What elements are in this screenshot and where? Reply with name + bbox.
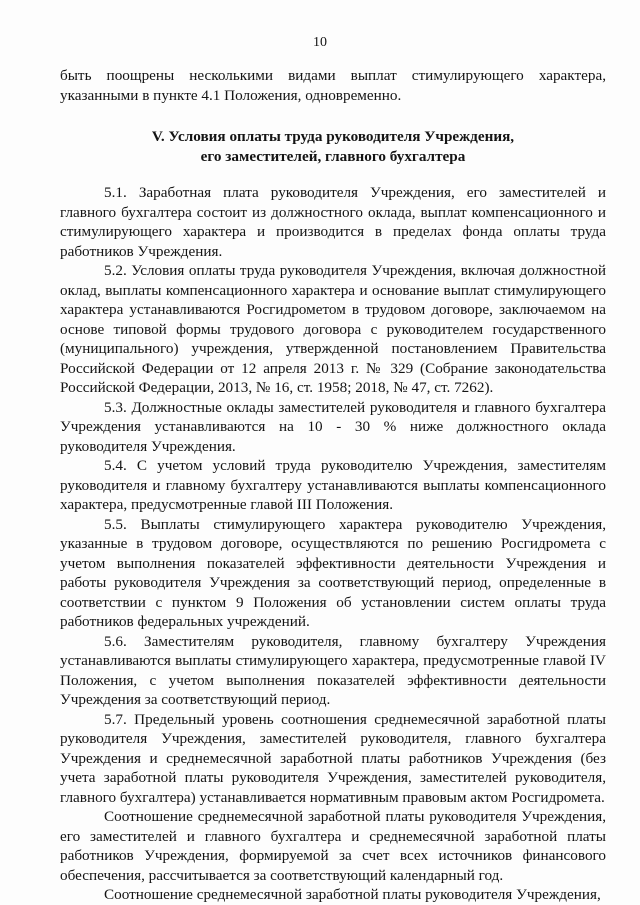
page-number: 10 xyxy=(313,35,327,50)
paragraph-5-1: 5.1. Заработная плата руководителя Учреждения, его заместителей и главного бухгалтера состоит из должностного оклада, выплат компенсационного и стимулирующего характера и производится в пределах фонда оплаты труда работников Учреждения. xyxy=(60,184,606,260)
paragraph-5-4: 5.4. С учетом условий труда руководителю Учреждения, заместителям руководителя и главному бухгалтеру устанавливаются выплаты компенсационного характера, предусмотренные главой III Положения. xyxy=(60,457,606,513)
section-heading-line1: V. Условия оплаты труда руководителя Учреждения, xyxy=(151,128,515,145)
paragraph-5-6: 5.6. Заместителям руководителя, главному бухгалтеру Учреждения устанавливаются выплаты стимулирующего характера, предусмотренные главой IV Положения, с учетом выполнения показателей эффективности деятельности Учреждения за соответствующий период. xyxy=(60,632,606,708)
paragraph-5-3: 5.3. Должностные оклады заместителей руководителя и главного бухгалтера Учреждения устанавливаются на 10 - 30 % ниже должностного оклада руководителя Учреждения. xyxy=(60,398,606,455)
section-heading-line2: его заместителей, главного бухгалтера xyxy=(200,147,466,165)
section-heading xyxy=(60,127,606,166)
document-body xyxy=(60,66,606,905)
paragraph-5-7: 5.7. Предельный уровень соотношения среднемесячной заработной платы руководителя Учреждения, заместителей руководителя, главного бухгалтера Учреждения и среднемесячной заработной платы работников Учреждения (без учета заработной платы руководителя Учреждения, заместителей руководителя, главного бухгалтера) устанавливается нормативным правовым актом Росгидромета. xyxy=(60,710,606,806)
paragraph-ratio-2: Соотношение среднемесячной заработной платы руководителя Учреждения, xyxy=(104,886,601,903)
paragraph-5-2: 5.2. Условия оплаты труда руководителя Учреждения, включая должностной оклад, выплаты компенсационного характера и основание выплат стимулирующего характера устанавливаются Росгидрометом в трудовом договоре, заключаемом на основе типовой формы трудового договора с руководителем государственного (муниципального) учреждения, утвержденной постановлением Правительства Российской Федерации от 12 апреля 2013 г. № 329 (Собрание законодательства Российской Федерации, 2013, № 16, ст. 1958; 2018, № 47, ст. 7262). xyxy=(60,262,606,396)
paragraph-5-5: 5.5. Выплаты стимулирующего характера руководителю Учреждения, указанные в трудовом договоре, осуществляются по решению Росгидромета с учетом выполнения показателей эффективности деятельности Учреждения и работы руководителя Учреждения за соответствующий период, определенные в соответствии с пунктом 9 Положения об установлении систем оплаты труда работников федеральных учреждений. xyxy=(60,515,606,630)
paragraph-ratio-1: Соотношение среднемесячной заработной платы руководителя Учреждения, его заместителей и главного бухгалтера и среднемесячной заработной платы работников Учреждения, формируемой за счет всех источников финансового обеспечения, рассчитывается за соответствующий календарный год. xyxy=(60,808,606,884)
intro-paragraph: быть поощрены несколькими видами выплат стимулирующего характера, указанными в пункте 4.1 Положения, одновременно. xyxy=(60,67,606,104)
